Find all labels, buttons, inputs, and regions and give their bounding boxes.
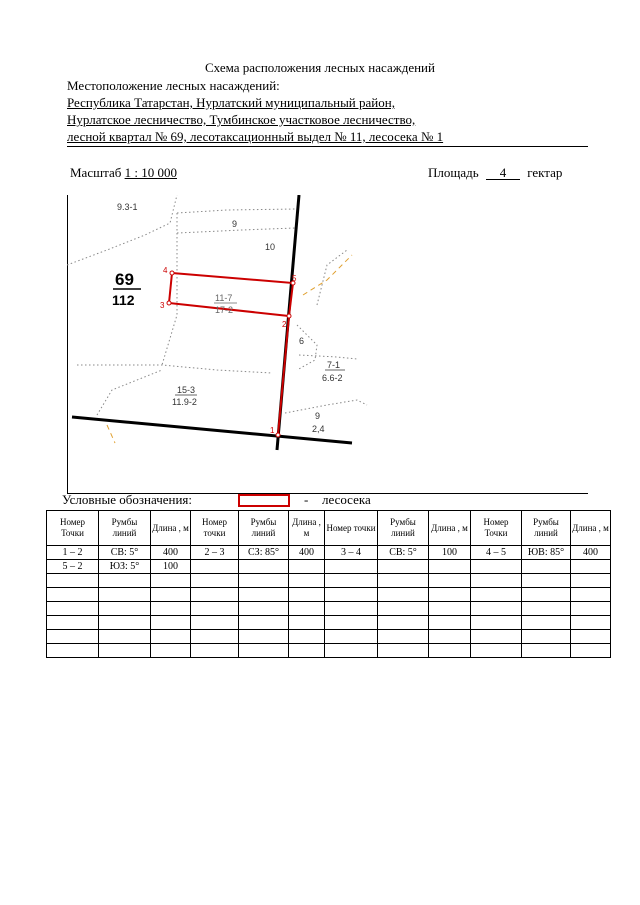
plot-label: 6.6-2 [322,373,343,383]
table-cell [325,602,378,616]
table-header-cell: Номер точки [325,511,378,546]
point-marker [287,314,291,318]
area-info [428,165,562,181]
table-row [47,630,611,644]
table-cell [378,602,429,616]
table-cell [522,602,571,616]
table-cell [151,602,191,616]
table-cell [471,644,522,658]
table-cell [191,588,239,602]
plot-boundary [97,370,162,415]
table-cell: ЮЗ: 5° [99,560,151,574]
table-cell [151,616,191,630]
table-cell [325,644,378,658]
table-cell [99,630,151,644]
location-rule [67,146,588,147]
table-cell [571,560,611,574]
point-label-4: 4 [163,266,168,275]
plot-label: 2,4 [312,424,325,434]
table-cell [99,602,151,616]
point-label-5: 5 [292,274,297,283]
table-cell [289,616,325,630]
table-cell [378,644,429,658]
plot-label: 7-1 [327,360,341,370]
table-cell [289,588,325,602]
allotment-number: 11-7 [215,293,233,303]
table-cell [325,574,378,588]
table-row [47,546,611,560]
table-header-cell: Длина , м [151,511,191,546]
table-cell [151,574,191,588]
table-cell [471,602,522,616]
plot-label: 10 [265,242,276,252]
table-cell [239,574,289,588]
table-cell [571,588,611,602]
table-cell [191,616,239,630]
table-header-cell: Румбы линий [378,511,429,546]
points-table [46,510,611,658]
table-cell [471,588,522,602]
location-line-2: Нурлатское лесничество, Тумбинское участковое лесничество, [67,112,416,127]
quarter-number: 69 [115,270,134,289]
legend-dash: - [304,492,309,507]
table-row [47,560,611,574]
table-cell [325,630,378,644]
table-cell [289,602,325,616]
location-label: Местоположение лесных насаждений: [67,78,280,93]
table-cell [429,630,471,644]
table-cell [99,616,151,630]
table-cell [471,560,522,574]
table-cell: 100 [429,546,471,560]
plot-label: 9 [232,219,238,229]
table-cell [429,644,471,658]
table-header-cell: Номер точки [191,511,239,546]
table-cell [429,574,471,588]
table-cell [239,588,289,602]
forest-map [67,195,587,493]
table-cell [522,574,571,588]
table-cell [47,616,99,630]
table-cell [378,574,429,588]
point-marker [167,301,171,305]
table-cell [99,644,151,658]
table-cell [571,574,611,588]
table-cell [522,560,571,574]
table-cell [239,630,289,644]
table-cell [522,616,571,630]
plot-boundary [77,365,272,373]
table-body [47,546,611,658]
table-cell [429,588,471,602]
location-line-1: Республика Татарстан, Нурлатский муниципальный район, [67,95,395,110]
table-header-cell: Румбы линий [239,511,289,546]
table-cell [378,630,429,644]
plot-boundary [299,355,357,359]
table-header-cell: Румбы линий [522,511,571,546]
scale-info [70,165,177,181]
table-cell [239,644,289,658]
table-cell [47,574,99,588]
table-cell [325,616,378,630]
table-row [47,574,611,588]
legend-swatch [238,494,290,507]
table-cell [191,630,239,644]
table-cell [151,644,191,658]
table-cell: 2 – 3 [191,546,239,560]
table-header-cell: Длина , м [429,511,471,546]
plot-boundary [297,325,317,370]
table-cell [522,630,571,644]
table-row [47,588,611,602]
table-cell: 5 – 2 [47,560,99,574]
table-cell [429,560,471,574]
table-header-cell: Длина , м [571,511,611,546]
table-cell [191,574,239,588]
stream-line [303,255,352,295]
stream-line [107,425,115,443]
table-row [47,602,611,616]
plot-label: 6 [299,336,305,346]
table-cell [571,630,611,644]
table-cell [522,588,571,602]
allotment-sub: 17-2 [215,305,234,315]
table-cell [378,616,429,630]
legend-label: Условные обозначения: [62,492,193,507]
table-cell [378,588,429,602]
table-cell [99,588,151,602]
point-label-1: 1 [270,426,275,435]
table-cell [239,602,289,616]
table-header-cell: Длина , м [289,511,325,546]
table-cell [378,560,429,574]
table-cell [571,602,611,616]
quarter-area: 112 [112,292,135,308]
table-cell: 100 [151,560,191,574]
plot-label: 9.3-1 [117,202,138,212]
point-label-2: 2 [282,320,287,329]
scale-label: Масштаб [70,165,122,180]
table-cell: СВ: 5° [378,546,429,560]
table-cell [191,644,239,658]
table-cell [429,616,471,630]
table-cell [571,616,611,630]
cutting-area-approach [278,316,289,435]
plot-boundary [177,209,297,213]
table-cell [47,588,99,602]
table-cell [471,616,522,630]
location-line-3: лесной квартал № 69, лесотаксационный выдел № 11, лесосека № 1 [67,129,444,144]
plot-label: 15-3 [177,385,196,395]
table-cell [289,560,325,574]
table-cell [471,574,522,588]
table-cell [151,588,191,602]
table-cell: 1 – 2 [47,546,99,560]
point-marker [276,433,280,437]
table-cell [239,616,289,630]
plot-boundary [317,250,347,305]
table-cell [522,644,571,658]
table-header-cell: Номер Точки [47,511,99,546]
point-label-3: 3 [160,301,165,310]
table-cell: СЗ: 85° [239,546,289,560]
table-cell: 4 – 5 [471,546,522,560]
area-label: Площадь [428,165,479,180]
table-cell [47,630,99,644]
area-value: 4 [486,167,520,180]
table-cell: 400 [151,546,191,560]
table-cell [429,602,471,616]
plot-label: 11.9-2 [172,397,197,407]
road-horizontal [72,417,352,443]
table-cell: СВ: 5° [99,546,151,560]
area-unit: гектар [527,165,563,180]
table-cell [325,560,378,574]
table-header-row [47,511,611,546]
table-cell: ЮВ: 85° [522,546,571,560]
table-cell [151,630,191,644]
table-cell [289,574,325,588]
table-row [47,616,611,630]
point-marker [170,271,174,275]
table-cell [471,630,522,644]
table-cell [289,630,325,644]
plot-label: 9 [315,411,321,421]
table-cell [191,560,239,574]
table-cell [289,644,325,658]
scale-value: 1 : 10 000 [124,165,177,180]
table-header-cell: Номер Точки [471,511,522,546]
legend-text: лесосека [322,492,371,507]
table-cell [99,574,151,588]
table-cell: 400 [289,546,325,560]
table-header-cell: Румбы линий [99,511,151,546]
table-cell [325,588,378,602]
table-row [47,644,611,658]
table-cell [571,644,611,658]
table-cell [191,602,239,616]
table-cell [47,644,99,658]
document-title: Схема расположения лесных насаждений [205,60,435,75]
plot-boundary [285,400,367,413]
table-cell: 400 [571,546,611,560]
table-cell [47,602,99,616]
table-cell [239,560,289,574]
table-cell: 3 – 4 [325,546,378,560]
